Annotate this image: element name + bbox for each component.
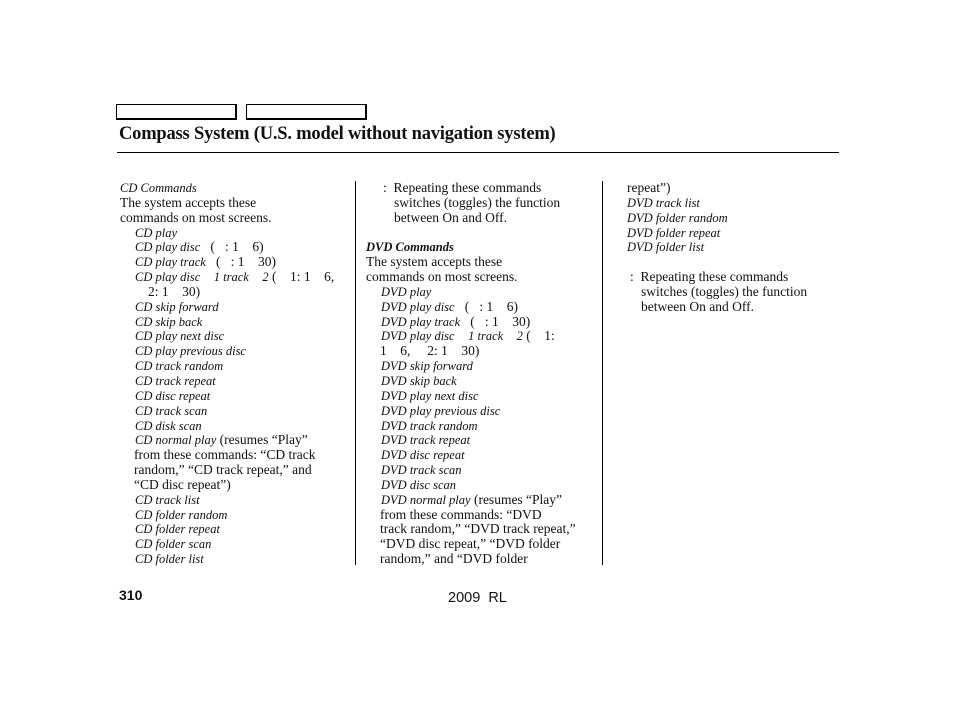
cd-command: CD play <box>135 225 178 240</box>
dvd-intro-line: The system accepts these <box>366 254 503 270</box>
toggle-note-line: : Repeating these commands <box>383 180 542 195</box>
dvd-command: DVD play previous disc <box>381 403 501 418</box>
cd-command: CD play previous disc <box>135 344 246 359</box>
cd-normal-play-note: “CD disc repeat”) <box>134 476 231 492</box>
toggle-note-line: : Repeating these commands <box>630 269 789 285</box>
page-title: Compass System (U.S. model without navigation system) <box>119 124 556 144</box>
dvd-command: DVD play disc ( : 1 6) <box>381 298 518 314</box>
dvd-command: DVD play <box>381 284 432 299</box>
cd-command: CD play track ( : 1 30) <box>135 254 276 270</box>
toggle-note-line: between On and Off. <box>394 209 507 225</box>
dvd-normal-play-note: “DVD disc repeat,” “DVD folder <box>380 536 561 552</box>
cd-command: CD track list <box>135 492 200 507</box>
dvd-command: DVD skip forward <box>381 359 473 374</box>
dvd-normal-play-note: random,” and “DVD folder <box>380 551 528 567</box>
cd-command-continued: 2: 1 30) <box>148 283 201 299</box>
column-divider-1 <box>355 181 356 565</box>
dvd-command: DVD play track ( : 1 30) <box>381 313 531 329</box>
dvd-normal-play-note: from these commands: “DVD <box>380 506 542 522</box>
dvd-normal-play: DVD normal play (resumes “Play” <box>381 491 563 507</box>
cd-command: CD skip forward <box>135 299 219 314</box>
footer-model: 2009 RL <box>448 590 507 606</box>
cd-command: CD folder repeat <box>135 522 220 537</box>
cd-command: CD play disc 1 track 2 ( 1: 1 6, <box>135 269 335 285</box>
section-title-cd-commands: CD Commands <box>120 181 197 195</box>
cd-command: CD play disc ( : 1 6) <box>135 239 264 255</box>
dvd-command: DVD track list <box>627 195 700 210</box>
cd-normal-play-note: from these commands: “CD track <box>134 447 316 463</box>
column-dvd-commands <box>366 181 602 567</box>
toggle-note-line: between On and Off. <box>641 298 754 314</box>
header-tab-box-left <box>116 104 237 120</box>
dvd-command: DVD folder list <box>627 240 705 255</box>
cd-normal-play-note: random,” “CD track repeat,” and <box>134 462 312 478</box>
dvd-command: DVD folder random <box>627 210 728 225</box>
spacer <box>627 255 839 270</box>
toggle-note-line: switches (toggles) the function <box>641 283 808 299</box>
cd-intro-line: The system accepts these <box>120 194 257 210</box>
section-title-dvd-commands: DVD Commands <box>366 240 454 255</box>
cd-normal-play: CD normal play (resumes “Play” <box>135 432 308 448</box>
cd-command: CD track repeat <box>135 373 216 388</box>
page-number: 310 <box>119 587 143 603</box>
column-dvd-continued <box>627 181 839 315</box>
cd-command: CD track random <box>135 359 224 374</box>
dvd-command-continued: 1 6, 2: 1 30) <box>380 343 480 359</box>
cd-command: CD track scan <box>135 403 208 418</box>
cd-command: CD disc repeat <box>135 388 211 403</box>
cd-intro-line: commands on most screens. <box>120 209 272 225</box>
dvd-command: DVD track random <box>381 418 478 433</box>
dvd-intro-line: commands on most screens. <box>366 269 518 285</box>
toggle-note-line: switches (toggles) the function <box>394 194 561 210</box>
dvd-command: DVD skip back <box>381 373 457 388</box>
dvd-normal-play-note: track random,” “DVD track repeat,” <box>380 521 576 537</box>
dvd-command: DVD track repeat <box>381 433 471 448</box>
cd-command: CD skip back <box>135 314 203 329</box>
column-divider-2 <box>602 181 603 565</box>
cd-command: CD folder random <box>135 507 228 522</box>
dvd-normal-play-note-continued: repeat”) <box>627 180 671 195</box>
dvd-command: DVD play next disc <box>381 388 479 403</box>
dvd-command: DVD folder repeat <box>627 225 721 240</box>
dvd-command: DVD disc repeat <box>381 448 465 463</box>
title-divider <box>117 152 839 153</box>
cd-command: CD folder list <box>135 552 204 567</box>
dvd-command: DVD track scan <box>381 463 462 478</box>
cd-command: CD folder scan <box>135 537 212 552</box>
column-cd-commands <box>120 181 352 567</box>
dvd-command: DVD play disc 1 track 2 ( 1: <box>381 328 555 344</box>
dvd-command: DVD disc scan <box>381 477 456 492</box>
cd-command: CD play next disc <box>135 329 225 344</box>
cd-command: CD disk scan <box>135 418 202 433</box>
spacer <box>366 226 602 241</box>
header-tab-box-right <box>246 104 367 120</box>
